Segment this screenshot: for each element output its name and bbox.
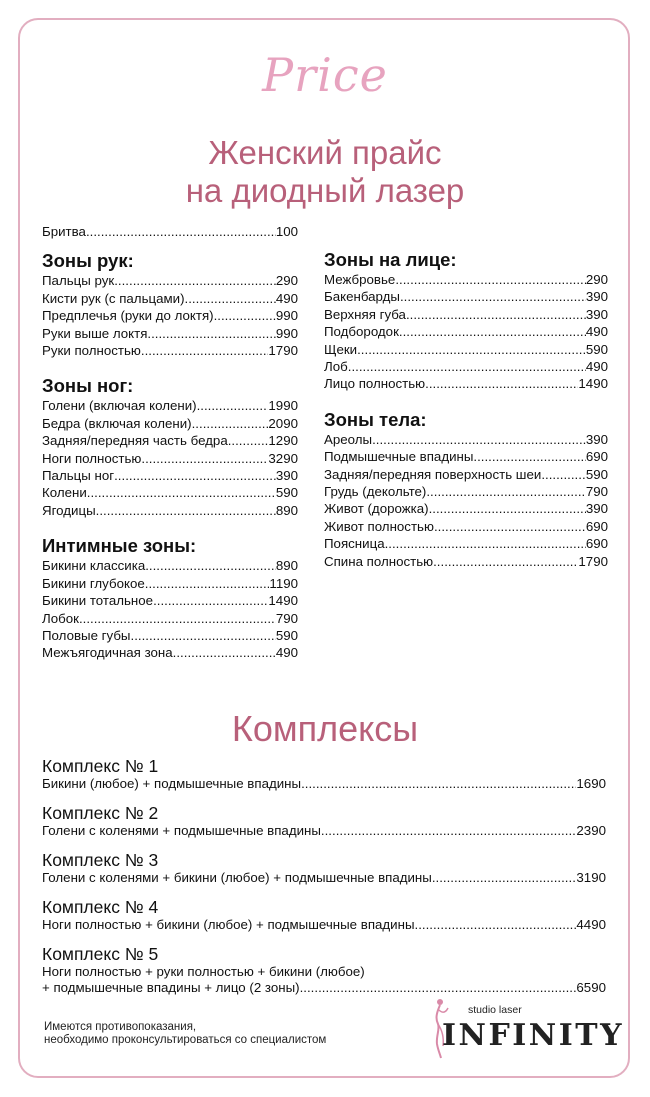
price-row [324,553,608,570]
section-title-body: Зоны тела: [324,408,427,430]
complex-item [42,803,606,839]
price-row [324,306,608,323]
price-row-shaving [42,223,298,240]
complex-name: Комплекс № 3 [42,850,159,870]
service-price: 490 [585,324,608,340]
leader-dots [87,484,276,501]
price-row [42,592,298,609]
complex-price: 6590 [576,980,606,995]
service-price: 890 [275,558,298,574]
service-name: Бикини глубокое [42,575,145,591]
leader-dots [473,448,585,465]
leader-dots [432,870,577,886]
leader-dots [145,575,270,592]
logo-wordmark: INFINITY [442,1018,624,1053]
service-price: 1490 [578,376,608,392]
complex-description: Голени с коленями + подмышечные впадины [42,823,321,838]
complex-name: Комплекс № 1 [42,756,159,776]
complex-price-row [42,870,606,886]
leader-dots [406,306,586,323]
price-row [324,466,608,483]
studio-logo [428,996,624,1060]
complex-price-row [42,917,606,933]
leader-dots [185,290,276,307]
leader-dots [395,271,586,288]
page-title [0,134,650,210]
service-price: 590 [585,341,608,357]
leader-dots [426,483,585,500]
service-name: Голени (включая колени) [42,398,197,414]
service-name: Верхняя губа [324,306,406,322]
leader-dots [147,325,275,342]
service-price: 1990 [268,398,298,414]
service-name: Задняя/передняя поверхность шеи [324,466,542,482]
service-name: Ягодицы [42,502,96,518]
price-row [42,325,298,342]
service-name: Межъягодичная зона [42,645,173,661]
service-name: Лоб [324,359,348,375]
complex-description-line1: Ноги полностью + руки полностью + бикини (любое) [42,964,365,979]
service-price: 1190 [269,575,298,591]
price-row [324,518,608,535]
service-price: 390 [585,289,608,305]
service-price: 790 [585,484,608,500]
complex-price: 4490 [576,917,606,932]
leader-dots [357,341,586,358]
service-price: 890 [275,502,298,518]
price-script-title: Price [262,48,388,102]
leader-dots [153,592,268,609]
service-name: Лобок [42,610,79,626]
service-price: 1790 [268,343,298,359]
leader-dots [399,323,586,340]
leader-dots [197,397,269,414]
leader-dots [321,823,576,839]
leader-dots [131,627,276,644]
service-name: Ноги полностью [42,450,142,466]
price-row [324,323,608,340]
complex-price-row [42,776,606,792]
price-row [42,610,298,627]
service-name: Задняя/передняя часть бедра [42,433,228,449]
service-price: 590 [275,485,298,501]
complex-description: Ноги полностью + бикини (любое) + подмышечные впадины [42,917,415,932]
price-row [42,415,298,432]
disclaimer-line-2: необходимо проконсультироваться со специалистом [44,1034,327,1046]
service-name: Бакенбарды [324,289,400,305]
price-row [42,272,298,289]
service-name: Бедра (включая колени) [42,415,192,431]
section-title-legs: Зоны ног: [42,375,134,397]
leader-dots [400,288,586,305]
service-name: Грудь (декольте) [324,484,427,500]
service-price: 990 [275,308,298,324]
service-price: 990 [275,325,298,341]
leader-dots [214,307,276,324]
leader-dots [415,917,577,933]
leader-dots [86,223,276,240]
title-line-2: на диодный лазер [185,172,465,209]
service-name: Бикини тотальное [42,593,154,609]
leader-dots [173,644,276,661]
service-name: Бикини классика [42,558,146,574]
service-name: Лицо полностью [324,376,426,392]
price-row [324,500,608,517]
service-name: Руки выше локтя [42,325,148,341]
service-price: 690 [585,536,608,552]
section-title-arms: Зоны рук: [42,250,134,272]
service-price: 790 [275,610,298,626]
price-row [42,484,298,501]
service-name: Ареолы [324,431,373,447]
price-row [324,341,608,358]
price-row [42,432,298,449]
complex-name: Комплекс № 5 [42,944,159,964]
service-name: Живот полностью [324,518,434,534]
logo-subtitle: studio laser [468,1004,522,1016]
complex-price-row [42,980,606,996]
leader-dots [385,535,586,552]
price-row [42,575,298,592]
complex-item [42,897,606,933]
service-price: 1490 [268,593,298,609]
service-price: 590 [585,466,608,482]
leader-dots [300,980,577,996]
service-price: 3290 [268,450,298,466]
service-price: 290 [275,273,298,289]
complex-description: Бикини (любое) + подмышечные впадины [42,776,302,791]
right-price-column [324,249,608,570]
service-name: Щеки [324,341,358,357]
complex-price: 3190 [576,870,606,885]
service-name: Поясница [324,536,385,552]
price-row [42,342,298,359]
service-price: 590 [275,627,298,643]
leader-dots [301,776,576,792]
leader-dots [433,553,578,570]
complex-item [42,944,606,996]
price-row [324,271,608,288]
complex-description: + подмышечные впадины + лицо (2 зоны) [42,980,300,995]
service-name: Межбровье [324,272,396,287]
complex-item [42,756,606,792]
left-price-column [42,223,298,662]
complex-name: Комплекс № 4 [42,897,159,917]
price-row [324,288,608,305]
complex-description: Голени с коленями + бикини (любое) + подмышечные впадины [42,870,432,885]
leader-dots [228,432,269,449]
service-price: 690 [585,518,608,534]
service-name: Подмышечные впадины [324,449,474,465]
leader-dots [429,500,586,517]
service-price: 390 [585,306,608,322]
price-row [42,467,298,484]
leader-dots [96,502,276,519]
price-row [324,375,608,392]
section-title-intimate: Интимные зоны: [42,535,197,557]
title-line-1: Женский прайс [208,134,442,171]
price-row [42,557,298,574]
service-name: Руки полностью [42,343,141,359]
disclaimer [44,1021,326,1047]
service-name: Подбородок [324,324,399,340]
complex-price-row [42,823,606,839]
service-price: 2090 [268,415,298,431]
leader-dots [114,467,276,484]
leader-dots [141,450,268,467]
leader-dots [372,431,586,448]
service-name: Спина полностью [324,553,434,569]
price-row [324,358,608,375]
leader-dots [114,272,276,289]
service-name: Живот (дорожка) [324,501,429,517]
complexes-list [42,756,606,1007]
leader-dots [192,415,269,432]
complex-price: 2390 [576,823,606,838]
price-row [42,397,298,414]
complex-item [42,850,606,886]
leader-dots [145,557,276,574]
leader-dots [79,610,276,627]
service-price: 390 [585,431,608,447]
leader-dots [434,518,586,535]
complex-price: 1690 [576,776,606,791]
service-price: 390 [275,468,298,484]
section-title-face: Зоны на лице: [324,249,457,270]
service-name: Колени [42,485,87,501]
service-name: Кисти рук (с пальцами) [42,290,185,306]
service-price: 100 [275,224,298,239]
service-name: Половые губы [42,627,131,643]
service-name: Пальцы рук [42,273,115,289]
service-price: 390 [585,501,608,517]
service-price: 1790 [578,553,608,569]
service-name: Пальцы ног [42,468,115,484]
service-price: 1290 [268,433,298,449]
service-price: 690 [585,449,608,465]
price-row [42,502,298,519]
price-row [324,535,608,552]
price-row [324,431,608,448]
service-price: 290 [585,272,608,287]
service-name: Бритва [42,224,86,239]
leader-dots [348,358,586,375]
price-row [324,483,608,500]
leader-dots [425,375,578,392]
service-price: 490 [275,645,298,661]
leader-dots [141,342,269,359]
complexes-title: Комплексы [231,708,419,749]
disclaimer-line-1: Имеются противопоказания, [44,1021,197,1033]
leader-dots [541,466,586,483]
price-row [324,448,608,465]
price-row [42,644,298,661]
price-row [42,307,298,324]
price-row [42,450,298,467]
service-name: Предплечья (руки до локтя) [42,308,214,324]
price-row [42,627,298,644]
service-price: 490 [585,359,608,375]
price-row [42,290,298,307]
service-price: 490 [275,290,298,306]
complex-name: Комплекс № 2 [42,803,159,823]
